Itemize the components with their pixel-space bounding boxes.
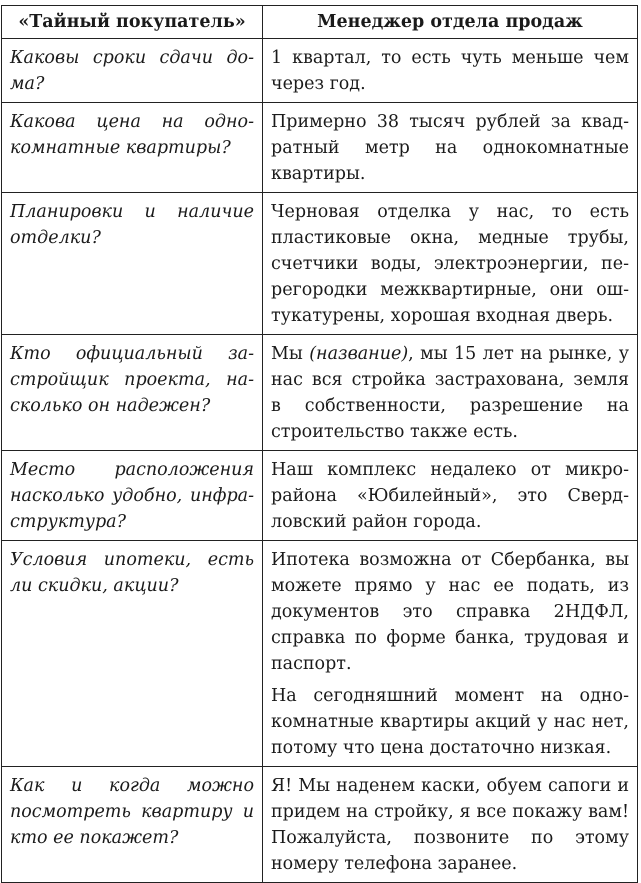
question-cell: Каковы сроки сдачи дома?: [2, 39, 263, 103]
answer-cell: [263, 193, 638, 335]
answer-cell: [263, 103, 638, 193]
answer-cell: [263, 541, 638, 767]
answer-text: Черновая отделка у нас, то есть пластиковые окна, медные трубы, счетчики воды, электроэнергии, перегородки межквартирные, они оштукатурены, хорошая входная дверь.: [271, 202, 629, 326]
question-cell: Планировки и наличие отделки?: [2, 193, 263, 335]
answer-cell: [263, 451, 638, 541]
answer-text: Наш комплекс недалеко от микрорайона «Юбилейный», это Свердловский район города.: [271, 460, 629, 532]
table-row: [2, 541, 638, 767]
company-name-placeholder: (название): [309, 344, 409, 364]
question-cell: Как и когда можно посмотреть квартиру и кто ее покажет?: [2, 767, 263, 883]
answer-text: Ипотека возможна от Сбербанка, вы можете прямо у нас ее подать, из документов это справка 2НДФЛ, справка по форме банка, трудовая и паспорт.: [271, 550, 629, 674]
table-row: [2, 335, 638, 451]
table-row: [2, 103, 638, 193]
answer-text: Примерно 38 тысяч рублей за квадратный метр на однокомнатные квартиры.: [271, 112, 629, 184]
answer-cell: [263, 767, 638, 883]
table-header: [2, 6, 638, 39]
header-manager: Менеджер отдела продаж: [263, 6, 638, 39]
header-buyer: «Тайный покупатель»: [2, 6, 263, 39]
answer-text: Я! Мы наденем каски, обуем сапоги и придем на стройку, я все покажу вам! Пожалуйста, позвоните по этому номеру телефона заранее.: [271, 776, 629, 874]
question-cell: Какова цена на однокомнатные квартиры?: [2, 103, 263, 193]
table-row: [2, 451, 638, 541]
question-cell: Место расположения насколько удобно, инфраструктура?: [2, 451, 263, 541]
answer-cell: [263, 39, 638, 103]
answer-text: На сегодняшний момент на однокомнатные квартиры акций у нас нет, потому что цена достаточно низкая.: [271, 686, 629, 758]
question-cell: Условия ипотеки, есть ли скидки, акции?: [2, 541, 263, 767]
mystery-shopper-table: [1, 5, 638, 883]
table-row: [2, 193, 638, 335]
table-row: [2, 767, 638, 883]
answer-text-before: Мы: [271, 344, 310, 364]
answer-cell: [263, 335, 638, 451]
answer-text: 1 квартал, то есть чуть меньше чем через год.: [271, 48, 629, 94]
header-row: [2, 6, 638, 39]
answer-text: [271, 341, 629, 445]
question-cell: Кто официальный застройщик проекта, насколько он надежен?: [2, 335, 263, 451]
table-row: [2, 39, 638, 103]
answer-text-after: , мы 15 лет на рынке, у нас вся стройка застрахована, земля в собственности, разрешение на строительство также есть.: [271, 344, 629, 442]
